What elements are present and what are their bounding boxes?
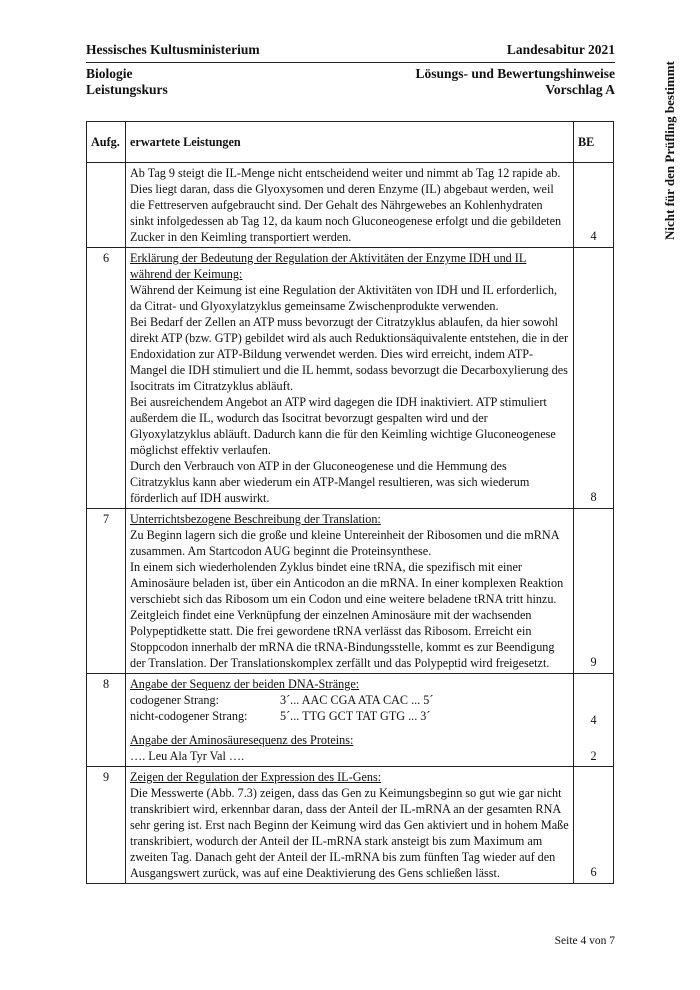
expected-text [126, 767, 574, 884]
table-row [87, 767, 614, 884]
task-number: 9 [87, 767, 126, 884]
col-expected-header: erwartete Leistungen [126, 122, 574, 163]
expected-text [126, 248, 574, 509]
paragraph: Bei ausreichendem Angebot an ATP wird dagegen die IDH inaktiviert. ATP stimuliert außerdem die IL, wodurch das Isocitrat bevorzugt gespalten wird und der Glyoxylatzyklus abläuft. Dadurch kann die für den Keimling wichtige Gluconeogenese möglichst effektiv verlaufen. [130, 395, 556, 457]
side-note-text: Nicht für den Prüfling bestimmt [662, 61, 677, 240]
col-be-header: BE [574, 122, 614, 163]
table-header-row [87, 122, 614, 163]
task-heading: Erklärung der Bedeutung der Regulation der Aktivitäten der Enzyme IDH und IL während der Keimung: [130, 251, 527, 281]
solutions-table [86, 121, 614, 884]
noncoding-strand-row [130, 708, 569, 724]
header-top [86, 42, 615, 63]
noncoding-strand-seq: 5´... TTG GCT TAT GTG ... 3´ [280, 709, 431, 723]
paragraph: Durch den Verbrauch von ATP in der Gluconeogenese und die Hemmung des Citratzyklus kann aber wiederum ein ATP-Mangel resultieren, was sich wiederum förderlich auf IDH auswirkt. [130, 459, 530, 505]
task-heading: Zeigen der Regulation der Expression des IL-Gens: [130, 770, 382, 784]
coding-strand-label: codogener Strang: [130, 693, 220, 707]
col-task-header: Aufg. [87, 122, 126, 163]
expected-text [126, 163, 574, 248]
task-number: 6 [87, 248, 126, 509]
table-row [87, 509, 614, 674]
be-points-cell [574, 674, 614, 767]
side-note [660, 40, 680, 240]
paragraph: In einem sich wiederholenden Zyklus bindet eine tRNA, die spezifisch mit einer Aminosäure beladen ist, über ein Anticodon an die mRNA. In einer komplexen Reaktion verschiebt sich das Ribosom um ein Codon und eine weitere beladene tRNA tritt hinzu. Zeitgleich findet eine Verknüpfung der einzelnen Aminosäure mit der wachsenden Polypeptidkette statt. Die frei gewordene tRNA verlässt das Ribosom. Erreicht ein Stoppcodon innerhalb der mRNA die tRNA-Bindungsstelle, kommt es zur Beendigung der Translation. Der Translationskomplex zerfällt und das Polypeptid wird freigesetzt. [130, 560, 564, 670]
table-row [87, 248, 614, 509]
doc-type: Lösungs- und Bewertungshinweise [415, 66, 615, 81]
table-row [87, 674, 614, 767]
paragraph: Die Messwerte (Abb. 7.3) zeigen, dass das Gen zu Keimungsbeginn so gut wie gar nicht transkribiert wird, erkennbar daran, dass der Anteil der IL-mRNA an der gesamten RNA sehr gering ist. Erst nach Beginn der Keimung wird das Gen aktiviert und in hohem Maße transkribiert, wodurch der Anteil der IL-mRNA stark ansteigt bis zum Maximum am zweiten Tag. Danach geht der Anteil der IL-mRNA bis zum fünften Tag wieder auf den Ausgangswert zurück, was auf eine Deaktivierung des Gens schließen lässt. [130, 786, 569, 880]
be-points: 4 [574, 163, 614, 248]
task-number: 8 [87, 674, 126, 767]
noncoding-strand-label: nicht-codogener Strang: [130, 709, 248, 723]
course: Leistungskurs [86, 82, 168, 97]
exam-name: Landesabitur 2021 [506, 42, 615, 57]
paragraph: Zu Beginn lagern sich die große und kleine Untereinheit der Ribosomen und die mRNA zusammen. Am Startcodon AUG beginnt die Proteinsynthese. [130, 528, 559, 558]
table-row [87, 163, 614, 248]
paragraph: Während der Keimung ist eine Regulation der Aktivitäten von IDH und IL erforderlich, da Citrat- und Glyoxylatzyklus gemeinsame Zwischenprodukte verwenden. [130, 283, 557, 313]
be-points: 6 [574, 767, 614, 884]
proposal: Vorschlag A [545, 82, 615, 97]
ministry-name: Hessisches Kultusministerium [86, 42, 260, 57]
be-points: 4 [590, 713, 597, 727]
subject: Biologie [86, 66, 133, 81]
be-points: 9 [574, 509, 614, 674]
be-points: 2 [590, 749, 597, 763]
paragraph: Ab Tag 9 steigt die IL-Menge nicht entscheidend weiter und nimmt ab Tag 12 rapide ab. Dies liegt daran, dass die Glyoxysomen und deren Enzyme (IL) abgebaut werden, weil die Fettreserven aufgebraucht sind. Der Gehalt des Nährgewebes an Kohlenhydraten sinkt infolgedessen ab Tag 12, da kaum noch Gluconeogenese erfolgt und die gebildeten Zucker in den Keimling transportiert werden. [130, 166, 562, 244]
task-heading: Angabe der Aminosäuresequenz des Proteins: [130, 733, 354, 747]
coding-strand-seq: 3´... AAC CGA ATA CAC ... 5´ [280, 693, 434, 707]
task-heading: Unterrichtsbezogene Beschreibung der Translation: [130, 512, 381, 526]
task-number: 7 [87, 509, 126, 674]
page-number: Seite 4 von 7 [554, 935, 615, 947]
amino-acid-seq: …. Leu Ala Tyr Val …. [130, 749, 245, 763]
expected-text [126, 674, 574, 767]
expected-text [126, 509, 574, 674]
paragraph: Bei Bedarf der Zellen an ATP muss bevorzugt der Citratzyklus ablaufen, da hier sowohl direkt ATP (bzw. GTP) gebildet wird als auch Reduktionsäquivalente entstehen, die in der Endoxidation zur ATP-Bildung verwendet werden. Dies wird erreicht, indem ATP-Mangel die IDH stimuliert und die IL hemmt, sodass bevorzugt die Decarboxylierung des Isocitrats im Citratzyklus abläuft. [130, 315, 569, 393]
be-points: 8 [574, 248, 614, 509]
task-heading: Angabe der Sequenz der beiden DNA-Stränge: [130, 677, 360, 691]
coding-strand-row [130, 692, 569, 708]
task-number [87, 163, 126, 248]
